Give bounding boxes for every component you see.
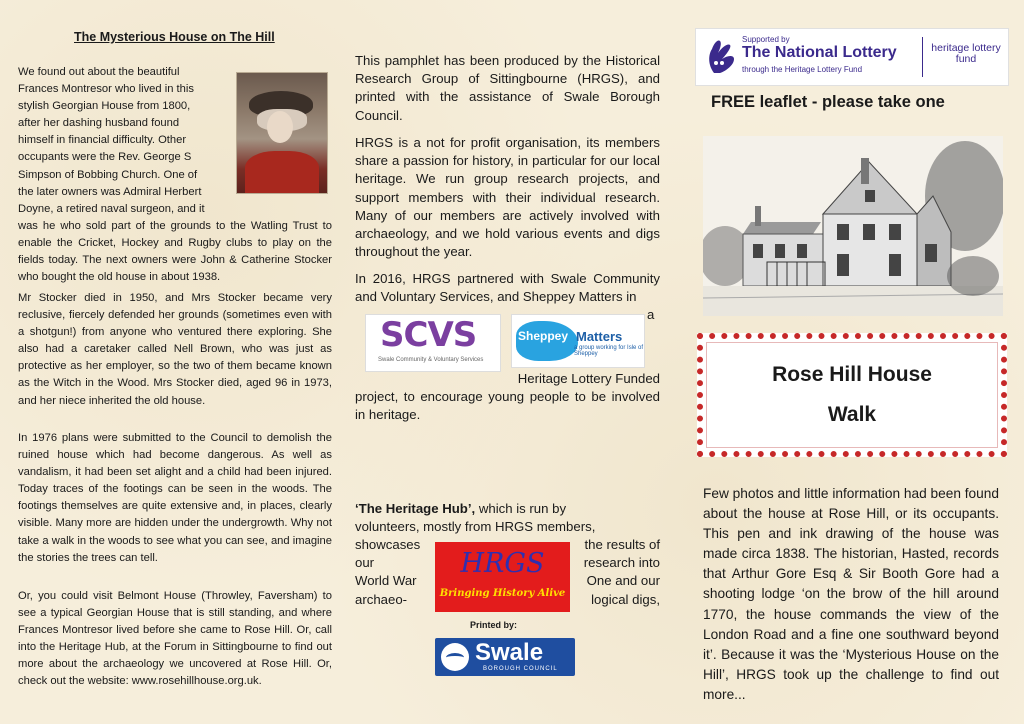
walk-title-box <box>697 333 1007 457</box>
free-leaflet-heading: FREE leaflet - please take one <box>711 93 945 111</box>
hlf-logo: heritage lottery fund <box>931 42 1001 65</box>
column-left <box>18 0 332 724</box>
intro-paragraph: We found out about the beautiful Frances Montresor who lived in this stylish Georgian House from 1800, after her dashing husband found himself in financial difficulty. Other occupants were the Rev. George S Simpson of Bobbing Church. One of the later owners was Admiral Herbert Doyne, a retired naval surgeon, and it <box>18 66 205 215</box>
walk-subtitle: Walk <box>827 403 877 426</box>
partnership-paragraph-end: project, to encourage young people to be involved in heritage. <box>355 389 660 423</box>
demolition-paragraph: In 1976 plans were submitted to the Council to demolish the ruined house which had become dangerous. As well as vandalism, it had been set alight and a child had been injured. Today traces of the footings can be seen in the woods. The footings themselves are quite extensive and, in places, clearly visible. Many more are hidden under the undergrowth. Why not take a walk in the woods to see what you can see, and imagine the stories the trees can tell. <box>18 432 332 564</box>
intro-paragraph-rest: was he who sold part of the grounds to the Watling Trust to enable the Cricket, Hockey and Rugby clubs to play on the fields today. The next owners were John & Catherine Stocker who bought the old house in about 1938. <box>18 220 332 284</box>
pamphlet-paragraph: This pamphlet has been produced by the Historical Research Group of Sittingbourne (HRGS), and printed with the assistance of Swale Borough Council. <box>355 53 660 123</box>
heritage-hub-paragraph: ‘The Heritage Hub’, which is run by <box>355 501 567 516</box>
partnership-paragraph: In 2016, HRGS partnered with Swale Community and Voluntary Services, and Sheppey Matters in <box>355 271 660 305</box>
section-title: The Mysterious House on The Hill <box>74 30 275 44</box>
column-right <box>695 0 1000 724</box>
stocker-paragraph: Mr Stocker died in 1950, and Mrs Stocker became very reclusive, fiercely defended her grounds (sometimes even with a shotgun!) from anyone who ventured there exploring. She also had a caretaker called Nell Brown, who was just as protective as her employer, so the two of them became known as the Witch in the Wood. Mrs Stocker died, aged 96 in 1973, and her niece inherited the old house. <box>18 292 332 407</box>
sheppey-matters-logo: Sheppey Matters a group working for Isle of Sheppey <box>511 314 645 368</box>
column-middle: This pamphlet has been produced by the Historical Research Group of Sittingbourne (HRGS), and printed with the assistance of Swale Borough Council. HRGS is a not for profit organisation, its members share a passion for history, in particular for our local heritage. We run group research projects, and support members with their individual research. Many of our members are actively involved with archaeology, and we hold various events and digs throughout the year. In 2016, HRGS partnered with Swale Community and Voluntary Services, and Sheppey Matters in a SCVS Swale Community & Voluntary Services Sheppey Matters a group working for Isle of Sheppey Heritage Lottery Funded project, to encourage young people to be involved in heritage. ‘The Heritage Hub’, which is run by volunteers, mostly from HRGS members, showcases our World War archaeo- the results of research into One and our logical digs, HRGS Bringing History Alive Printed by: Swale BOROUGH COUNCIL <box>355 0 660 724</box>
swale-council-logo: Swale BOROUGH COUNCIL <box>435 638 575 676</box>
hrgs-paragraph: HRGS is a not for profit organisation, its members share a passion for history, in particular for our local heritage. We run group research projects, and support members with their individual research. Many of our members are actively involved with archaeology, and we hold various events and digs throughout the year. <box>355 135 660 260</box>
hrgs-logo: HRGS Bringing History Alive <box>435 542 570 612</box>
scvs-logo: SCVS Swale Community & Voluntary Services <box>365 314 501 372</box>
hub-left-text: showcases our World War archaeo- <box>355 537 421 607</box>
house-drawing <box>703 136 1003 316</box>
national-lottery-banner: Supported by The National Lottery through the Heritage Lottery Fund heritage lottery fund <box>695 28 1009 86</box>
swale-bird-icon <box>441 643 469 671</box>
history-paragraph: Few photos and little information had been found about the house at Rose Hill, or its occupants. This pen and ink drawing of the house was made circa 1838. The historian, Hasted, records that Arthur Gore Esq & Sir Booth Gore had a shooting lodge ‘on the brow of the hill around 1770, the house commands the view of the London Road and a fine one southward beyond it’. Because it was the ‘Mysterious House on the Hill’, HRGS took up the challenge to find out more... <box>703 486 999 702</box>
printed-by-label: Printed by: <box>470 620 518 630</box>
visit-paragraph: Or, you could visit Belmont House (Throwley, Faversham) to see a typical Georgian House that is still standing, and where Frances Montresor lived before she came to Rose Hill. Or, call into the Heritage Hub, at the Forum in Sittingbourne to find out more about the archaeology we uncovered at Rose Hill. Or, check out the website: www.rosehillhouse.org.uk. <box>18 590 332 688</box>
crossed-fingers-icon <box>704 37 738 75</box>
portrait-image <box>236 72 328 194</box>
hub-right-text: the results of research into One and our logical digs, <box>583 537 660 607</box>
walk-title: Rose Hill House <box>772 363 932 386</box>
